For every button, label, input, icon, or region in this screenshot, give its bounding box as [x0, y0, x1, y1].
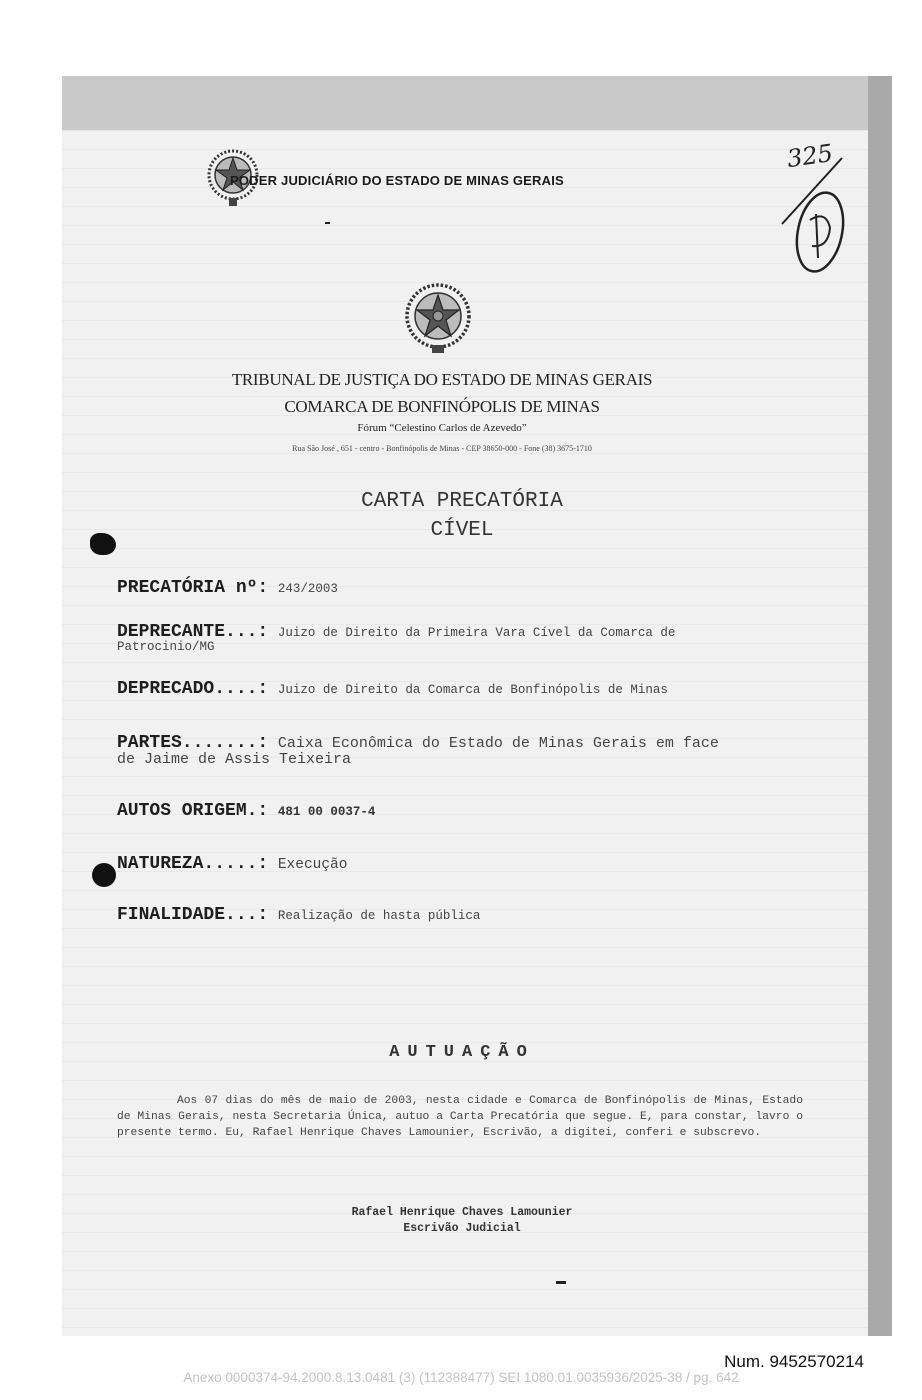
field-precatoria [117, 578, 805, 598]
field-autos-origem [117, 801, 805, 821]
field-value: Juizo de Direito da Comarca de Bonfinópolis de Minas [277, 683, 668, 697]
field-deprecante [117, 622, 805, 654]
field-finalidade [117, 905, 805, 925]
field-value: 243/2003 [277, 582, 338, 596]
handwritten-page-number: 325 [785, 138, 835, 174]
comarca-name: COMARCA DE BONFINÓPOLIS DE MINAS [284, 397, 600, 416]
field-deprecado [117, 679, 805, 699]
field-label: FINALIDADE...: [117, 905, 269, 925]
field-value: Caixa Econômica do Estado de Minas Gerais em face [277, 735, 719, 752]
field-label: AUTOS ORIGEM.: [117, 801, 269, 821]
handwritten-mark-icon [776, 150, 846, 280]
autuacao-body: Aos 07 dias do mês de maio de 2003, nesta cidade e Comarca de Bonfinópolis de Minas, Estado de Minas Gerais, nesta Secretaria Única, autuo a Carta Precatória que segue. E, para constar, lavro o presente termo. Eu, Rafael Henrique Chaves Lamounier, Escrivão, a digitei, conferi e subscrevo. [117, 1095, 803, 1139]
scanned-page [62, 76, 892, 1336]
document-title: CARTA PRECATÓRIA [361, 490, 563, 513]
field-label: DEPRECANTE...: [117, 622, 269, 642]
field-natureza [117, 854, 805, 874]
field-partes [117, 733, 805, 768]
field-label: NATUREZA.....: [117, 854, 269, 874]
document-number: Num. 9452570214 [724, 1352, 864, 1371]
field-label: DEPRECADO....: [117, 679, 269, 699]
field-label: PARTES.......: [117, 733, 269, 753]
punch-hole-mark [90, 533, 116, 555]
stray-mark [556, 1281, 566, 1284]
forum-name: Fórum “Celestino Carlos de Azevedo” [357, 422, 527, 434]
field-value: Realização de hasta pública [277, 909, 481, 923]
punch-hole-mark [92, 863, 116, 887]
field-value-continuation: Patrocinio/MG [117, 640, 215, 654]
stray-mark [325, 222, 330, 224]
field-value: 481 00 0037-4 [277, 805, 376, 819]
document-subtitle: CÍVEL [430, 519, 494, 542]
institution-header: PODER JUDICIÁRIO DO ESTADO DE MINAS GERAIS [230, 173, 564, 188]
court-name: TRIBUNAL DE JUSTIÇA DO ESTADO DE MINAS GERAIS [231, 370, 653, 389]
court-coat-of-arms-icon [400, 283, 476, 355]
annex-footer: Anexo 0000374-94.2000.8.13.0481 (3) (112388477) SEI 1080.01.0035936/2025-38 / pg. 642 [183, 1370, 739, 1385]
field-value-continuation: de Jaime de Assis Teixeira [117, 751, 352, 768]
signatory-name: Rafael Henrique Chaves Lamounier [351, 1206, 573, 1219]
autuacao-title: AUTUAÇÃO [389, 1043, 535, 1062]
signatory-role: Escrivão Judicial [403, 1222, 521, 1235]
court-address: Rua São José , 651 - centro - Bonfinópolis de Minas - CEP 38650-000 - Fone (38) 3675-1710 [292, 444, 592, 453]
scan-edge-shadow [868, 76, 892, 1336]
field-value: Execução [277, 857, 348, 873]
field-label: PRECATÓRIA nº: [117, 578, 269, 598]
field-value: Juizo de Direito da Primeira Vara Cível da Comarca de [277, 626, 676, 640]
